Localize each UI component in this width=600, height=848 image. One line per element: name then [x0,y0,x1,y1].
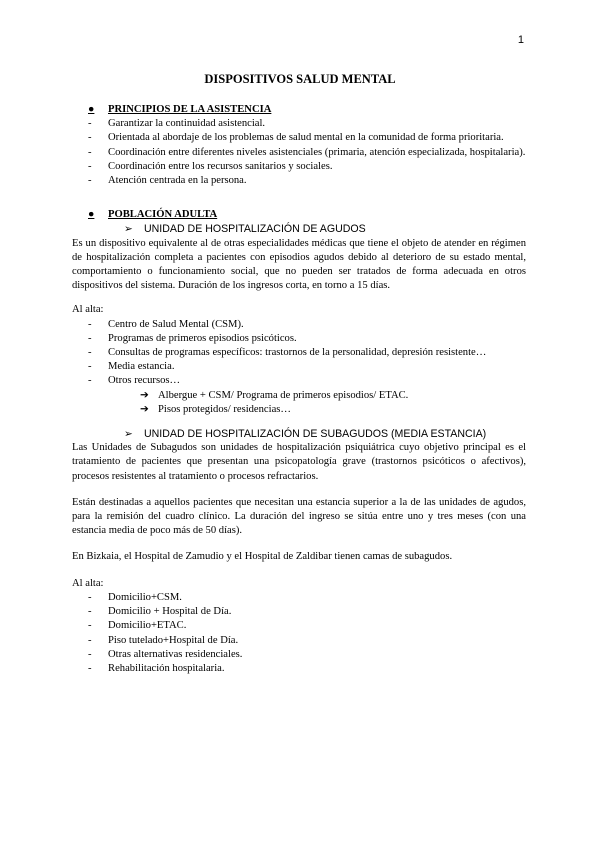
section-heading-principios [88,103,526,117]
bullet-icon: ● [88,209,95,221]
subagudos-paragraph-1: Las Unidades de Subagudos son unidades de hospitalización psiquiátrica cuyo objetivo principal es el tratamiento de pacientes que presentan una psicopatología grave (trastornos psicóticos o afectivos), procesos resistentes al tratamiento o procesos refractarios. [72,442,526,482]
subagudos-paragraph-2: Están destinadas a aquellos pacientes que necesitan una estancia superior a la de las unidades de agudos, para la remisión del cuadro clínico. La duración del ingreso se sitúa entre uno y tres meses (con una estancia media de poco más de 50 días). [72,496,526,537]
section-heading-poblacion [88,208,526,222]
list-item [88,117,526,131]
list-item-text: Piso tutelado+Hospital de Día. [108,634,239,646]
page-title: DISPOSITIVOS SALUD MENTAL [204,72,396,86]
list-item-text: Domicilio+CSM. [108,591,182,603]
subheading-agudos [124,222,526,236]
list-item [88,160,526,174]
page-number: 1 [517,34,524,46]
list-item [88,131,526,145]
subagudos-paragraph-3: En Bizkaia, el Hospital de Zamudio y el Hospital de Zaldibar tienen camas de subagudos. [72,551,453,563]
alta-label: Al alta: [72,304,104,316]
list-item-text: Domicilio + Hospital de Día. [108,606,232,618]
sub-list-item-text: Albergue + CSM/ Programa de primeros episodios/ ETAC. [158,389,409,401]
dash-icon: - [88,318,92,330]
dash-icon: - [88,146,92,158]
list-item [88,346,526,360]
arrowhead-icon: ➢ [124,223,133,236]
list-item [88,634,526,648]
list-item-text: Programas de primeros episodios psicóticos. [108,332,297,344]
list-item-text: Rehabilitación hospitalaria. [108,662,225,674]
list-item [88,605,526,619]
list-item [88,360,526,374]
sub-list-item-text: Pisos protegidos/ residencias… [158,403,291,415]
dash-icon: - [88,132,92,144]
list-item-text: Coordinación entre diferentes niveles asistenciales (primaria, atención especializada, hospitalaria). [108,146,526,158]
otros-recursos-list [72,389,526,417]
principios-list [72,117,526,188]
list-item [88,662,526,676]
list-item-text: Media estancia. [108,361,175,373]
list-item [88,619,526,633]
arrow-right-icon: ➔ [140,403,149,415]
arrow-right-icon: ➔ [140,389,149,401]
subagudos-alta-list [72,591,526,676]
sub-list-item [140,389,526,403]
subheading-subagudos [124,427,526,441]
agudos-paragraph: Es un dispositivo equivalente al de otras especialidades médicas que tiene el objeto de atender en régimen de hospitalización completa a pacientes con episodios agudos debido al deterioro de su estado mental, comportamiento o funcionamiento social, que no pueden ser tratados de forma adecuada en otros dispositivos del sistema. Duración de los ingresos corta, en torno a 15 días. [72,237,526,292]
subheading-text: UNIDAD DE HOSPITALIZACIÓN DE SUBAGUDOS (MEDIA ESTANCIA) [144,428,487,441]
list-item [88,332,526,346]
list-item [88,318,526,332]
dash-icon: - [88,648,92,660]
agudos-alta-list [72,318,526,389]
list-item-text: Coordinación entre los recursos sanitarios y sociales. [108,160,333,172]
section-heading-text: POBLACIÓN ADULTA [108,209,218,221]
alta-label: Al alta: [72,577,104,589]
dash-icon: - [88,662,92,674]
dash-icon: - [88,332,92,344]
document-body [72,103,526,676]
list-item-text: Otros recursos… [108,375,181,387]
list-item [88,174,526,188]
list-item-text: Centro de Salud Mental (CSM). [108,318,244,330]
list-item-text: Otras alternativas residenciales. [108,648,243,660]
arrowhead-icon: ➢ [124,428,133,441]
dash-icon: - [88,375,92,387]
list-item [88,591,526,605]
sub-list-item [140,403,526,417]
list-item-text: Atención centrada en la persona. [108,175,247,187]
list-item [88,374,526,388]
dash-icon: - [88,620,92,632]
list-item-text: Garantizar la continuidad asistencial. [108,118,266,130]
subheading-text: UNIDAD DE HOSPITALIZACIÓN DE AGUDOS [144,223,366,236]
dash-icon: - [88,118,92,130]
list-item-text: Consultas de programas específicos: trastornos de la personalidad, depresión resistente… [108,347,487,359]
dash-icon: - [88,361,92,373]
list-item [88,648,526,662]
section-heading-text: PRINCIPIOS DE LA ASISTENCIA [108,104,272,115]
dash-icon: - [88,160,92,172]
dash-icon: - [88,606,92,618]
list-item [88,146,526,160]
dash-icon: - [88,591,92,603]
list-item-text: Orientada al abordaje de los problemas de salud mental en la comunidad de forma prioritaria. [108,132,504,144]
dash-icon: - [88,175,92,187]
bullet-icon: ● [88,104,95,115]
list-item-text: Domicilio+ETAC. [108,620,187,632]
dash-icon: - [88,634,92,646]
dash-icon: - [88,347,92,359]
